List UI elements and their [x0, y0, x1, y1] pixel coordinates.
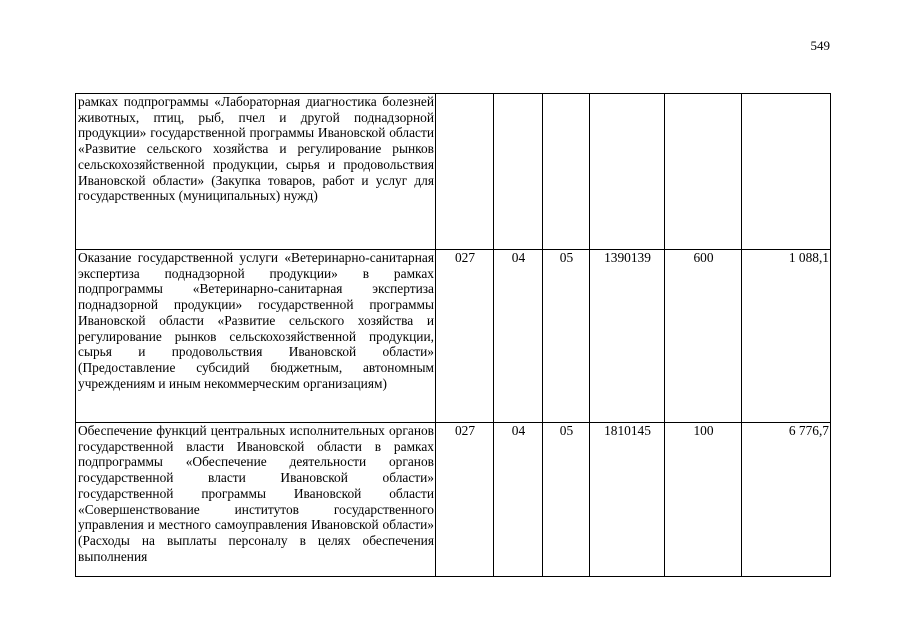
row-description: Обеспечение функций центральных исполнительных органов государственной власти Ивановской области в рамках подпрограммы «Обеспечение деятельности органов государственной власти Ивановской области» государственной программы Ивановской области «Совершенствование институтов государственного управления и местного самоуправления Ивановской области» (Расходы на выплаты персоналу в целях обеспечения выполнения	[76, 423, 436, 577]
table-row	[76, 94, 831, 250]
row-description: Оказание государственной услуги «Ветеринарно-санитарная экспертиза поднадзорной продукции» в рамках подпрограммы «Ветеринарно-санитарная экспертиза поднадзорной продукции» государственной программы Ивановской области «Развитие сельского хозяйства и регулирование рынков сельскохозяйственной продукции, сырья и продовольствия Ивановской области» (Предоставление субсидий бюджетным, автономным учреждениям и иным некоммерческим организациям)	[76, 250, 436, 423]
row-description: рамках подпрограммы «Лабораторная диагностика болезней животных, птиц, рыб, пчел и другой поднадзорной продукции» государственной программы Ивановской области «Развитие сельского хозяйства и регулирование рынков сельскохозяйственной продукции, сырья и продовольствия Ивановской области» (Закупка товаров, работ и услуг для государственных (муниципальных) нужд)	[76, 94, 436, 250]
expense-type-cell: 100	[665, 423, 742, 577]
target-article-cell: 1390139	[590, 250, 665, 423]
subsection-code-cell: 05	[543, 423, 590, 577]
amount-cell: 6 776,7	[742, 423, 831, 577]
section-code-cell: 04	[494, 423, 543, 577]
budget-table	[75, 93, 831, 577]
expense-type-cell	[665, 94, 742, 250]
table-row	[76, 423, 831, 577]
table-row	[76, 250, 831, 423]
ministry-code-cell	[436, 94, 494, 250]
target-article-cell: 1810145	[590, 423, 665, 577]
ministry-code-cell: 027	[436, 250, 494, 423]
section-code-cell	[494, 94, 543, 250]
target-article-cell	[590, 94, 665, 250]
ministry-code-cell: 027	[436, 423, 494, 577]
subsection-code-cell	[543, 94, 590, 250]
amount-cell	[742, 94, 831, 250]
section-code-cell: 04	[494, 250, 543, 423]
page-number: 549	[810, 38, 830, 53]
expense-type-cell: 600	[665, 250, 742, 423]
amount-cell: 1 088,1	[742, 250, 831, 423]
subsection-code-cell: 05	[543, 250, 590, 423]
